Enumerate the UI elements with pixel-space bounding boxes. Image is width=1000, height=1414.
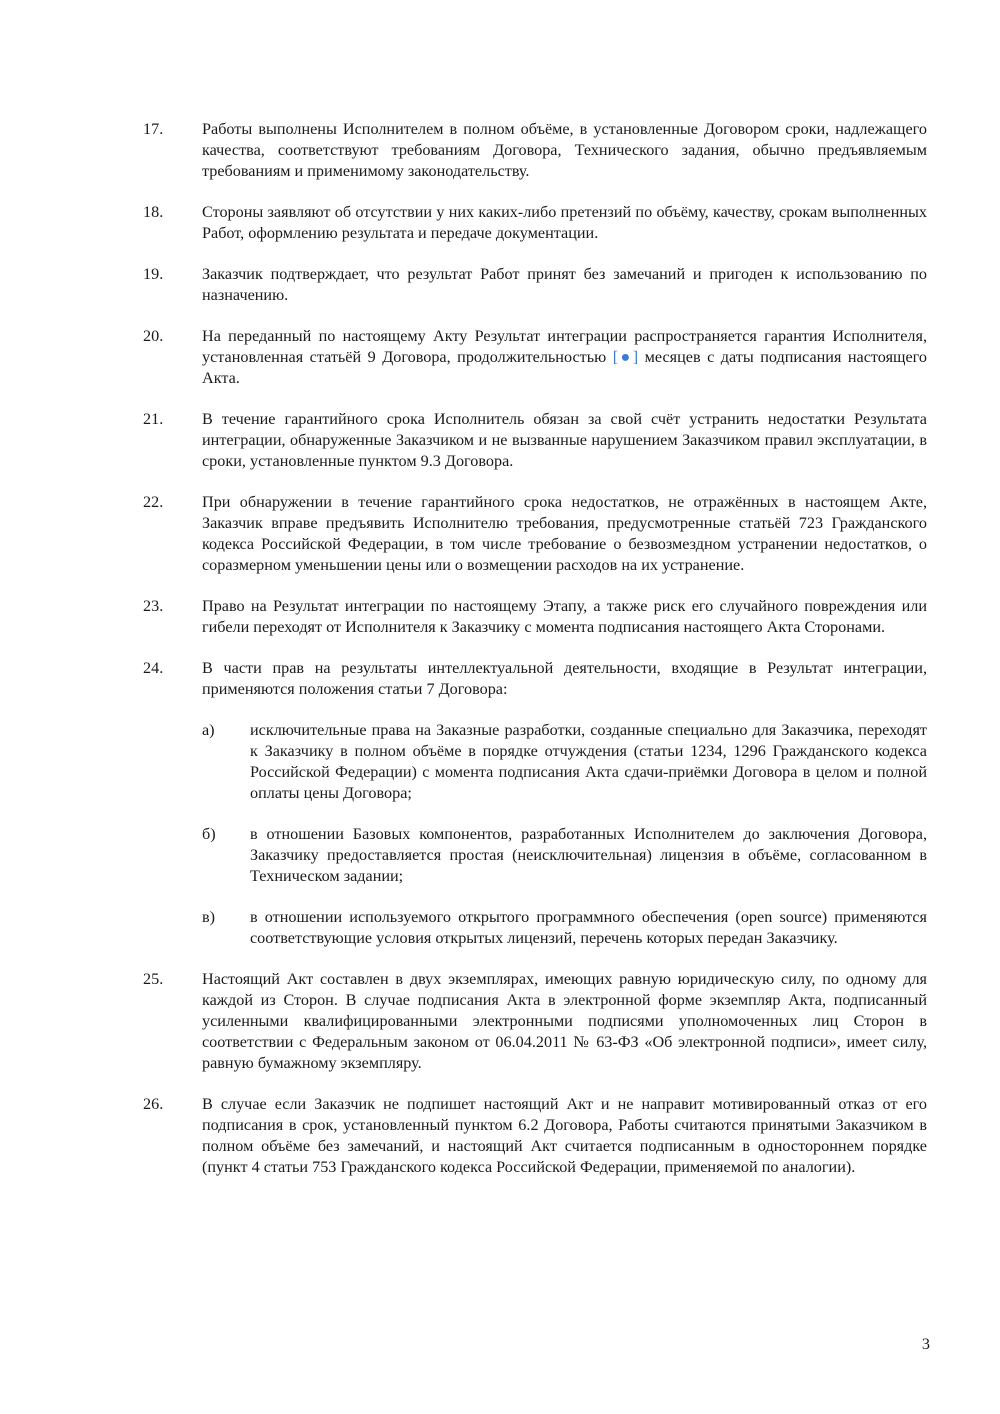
clause-26	[143, 1094, 927, 1178]
subclause-a	[202, 720, 927, 804]
clause-text: Работы выполнены Исполнителем в полном объёме, в установленные Договором сроки, надлежащего качества, соответствуют требованиям Договора, Технического задания, обычно предъявляемым требованиям и применимому законодательству.	[202, 120, 927, 180]
clause-17	[143, 119, 927, 182]
clause-text: Право на Результат интеграции по настоящему Этапу, а также риск его случайного повреждения или гибели переходят от Исполнителя к Заказчику с момента подписания настоящего Акта Сторонами.	[202, 597, 927, 636]
clause-number: 19.	[143, 265, 164, 283]
clause-text: В части прав на результаты интеллектуальной деятельности, входящие в Результат интеграции, применяются положения статьи 7 Договора:	[202, 659, 927, 698]
clause-number: 18.	[143, 203, 164, 221]
subclause-list	[202, 720, 927, 949]
clause-number: 26.	[143, 1095, 164, 1113]
clause-text: Настоящий Акт составлен в двух экземплярах, имеющих равную юридическую силу, по одному для каждой из Сторон. В случае подписания Акта в электронной форме экземпляр Акта, подписанный усиленными квалифицированными электронными подписями уполномоченных лиц Сторон в соответствии с Федеральным законом от 06.04.2011 № 63-ФЗ «Об электронной подписи», имеет силу, равную бумажному экземпляру.	[202, 970, 927, 1072]
subclause-text: в отношении Базовых компонентов, разработанных Исполнителем до заключения Договора, Заказчику предоставляется простая (неисключительная) лицензия в объёме, согласованном в Техническом задании;	[250, 825, 927, 885]
clause-number: 17.	[143, 120, 164, 138]
clause-number: 20.	[143, 327, 164, 345]
clause-text: В течение гарантийного срока Исполнитель обязан за свой счёт устранить недостатки Результата интеграции, обнаруженные Заказчиком и не вызванные нарушением Заказчиком правил эксплуатации, в сроки, установленные пунктом 9.3 Договора.	[202, 410, 927, 470]
clause-text: Стороны заявляют об отсутствии у них каких-либо претензий по объёму, качеству, срокам выполненных Работ, оформлению результата и передаче документации.	[202, 203, 927, 242]
subclause-letter: в)	[202, 908, 216, 926]
clause-text: Заказчик подтверждает, что результат Работ принят без замечаний и пригоден к использованию по назначению.	[202, 265, 927, 304]
clause-body	[202, 658, 927, 949]
clause-number: 23.	[143, 597, 164, 615]
clause-25	[143, 969, 927, 1074]
subclause-letter: а)	[202, 721, 215, 739]
warranty-months-placeholder: [●]	[612, 348, 639, 366]
clause-number: 21.	[143, 410, 164, 428]
clause-number: 25.	[143, 970, 164, 988]
clause-text: В случае если Заказчик не подпишет настоящий Акт и не направит мотивированный отказ от его подписания в срок, установленный пунктом 6.2 Договора, Работы считаются принятыми Заказчиком в полном объёме без замечаний, и настоящий Акт считается подписанным в одностороннем порядке (пункт 4 статьи 753 Гражданского кодекса Российской Федерации, применяемой по аналогии).	[202, 1095, 927, 1176]
clause-21	[143, 409, 927, 472]
clause-text: При обнаружении в течение гарантийного срока недостатков, не отражённых в настоящем Акте, Заказчик вправе предъявить Исполнителю требования, предусмотренные статьёй 723 Гражданского кодекса Российской Федерации, в том числе требование о безвозмездном устранении недостатков, о соразмерном уменьшении цены или о возмещении расходов на их устранение.	[202, 493, 927, 574]
subclause-b	[202, 824, 927, 887]
page-number: 3	[921, 1335, 930, 1353]
clause-text-end: месяцев с даты подписания настоящего Акта.	[202, 348, 927, 387]
clause-number: 22.	[143, 493, 164, 511]
document-body	[143, 119, 927, 1198]
clause-text-start: На переданный по настоящему Акту Результат интеграции распространяется гарантия Исполнителя, установленная статьёй 9 Договора, продолжительностью	[202, 327, 927, 366]
subclause-text: исключительные права на Заказные разработки, созданные специально для Заказчика, переходят к Заказчику в полном объёме в порядке отчуждения (статьи 1234, 1296 Гражданского кодекса Российской Федерации) с момента подписания Акта сдачи-приёмки Договора в целом и полной оплаты цены Договора;	[250, 721, 927, 802]
subclause-v	[202, 907, 927, 949]
clause-23	[143, 596, 927, 638]
clause-18	[143, 202, 927, 244]
clause-20	[143, 326, 927, 389]
clause-number: 24.	[143, 659, 164, 677]
subclause-letter: б)	[202, 825, 216, 843]
clause-24	[143, 658, 927, 949]
clause-22	[143, 492, 927, 576]
clause-text	[202, 326, 927, 389]
subclause-text: в отношении используемого открытого программного обеспечения (open source) применяются соответствующие условия открытых лицензий, перечень которых передан Заказчику.	[250, 908, 927, 947]
clause-19	[143, 264, 927, 306]
